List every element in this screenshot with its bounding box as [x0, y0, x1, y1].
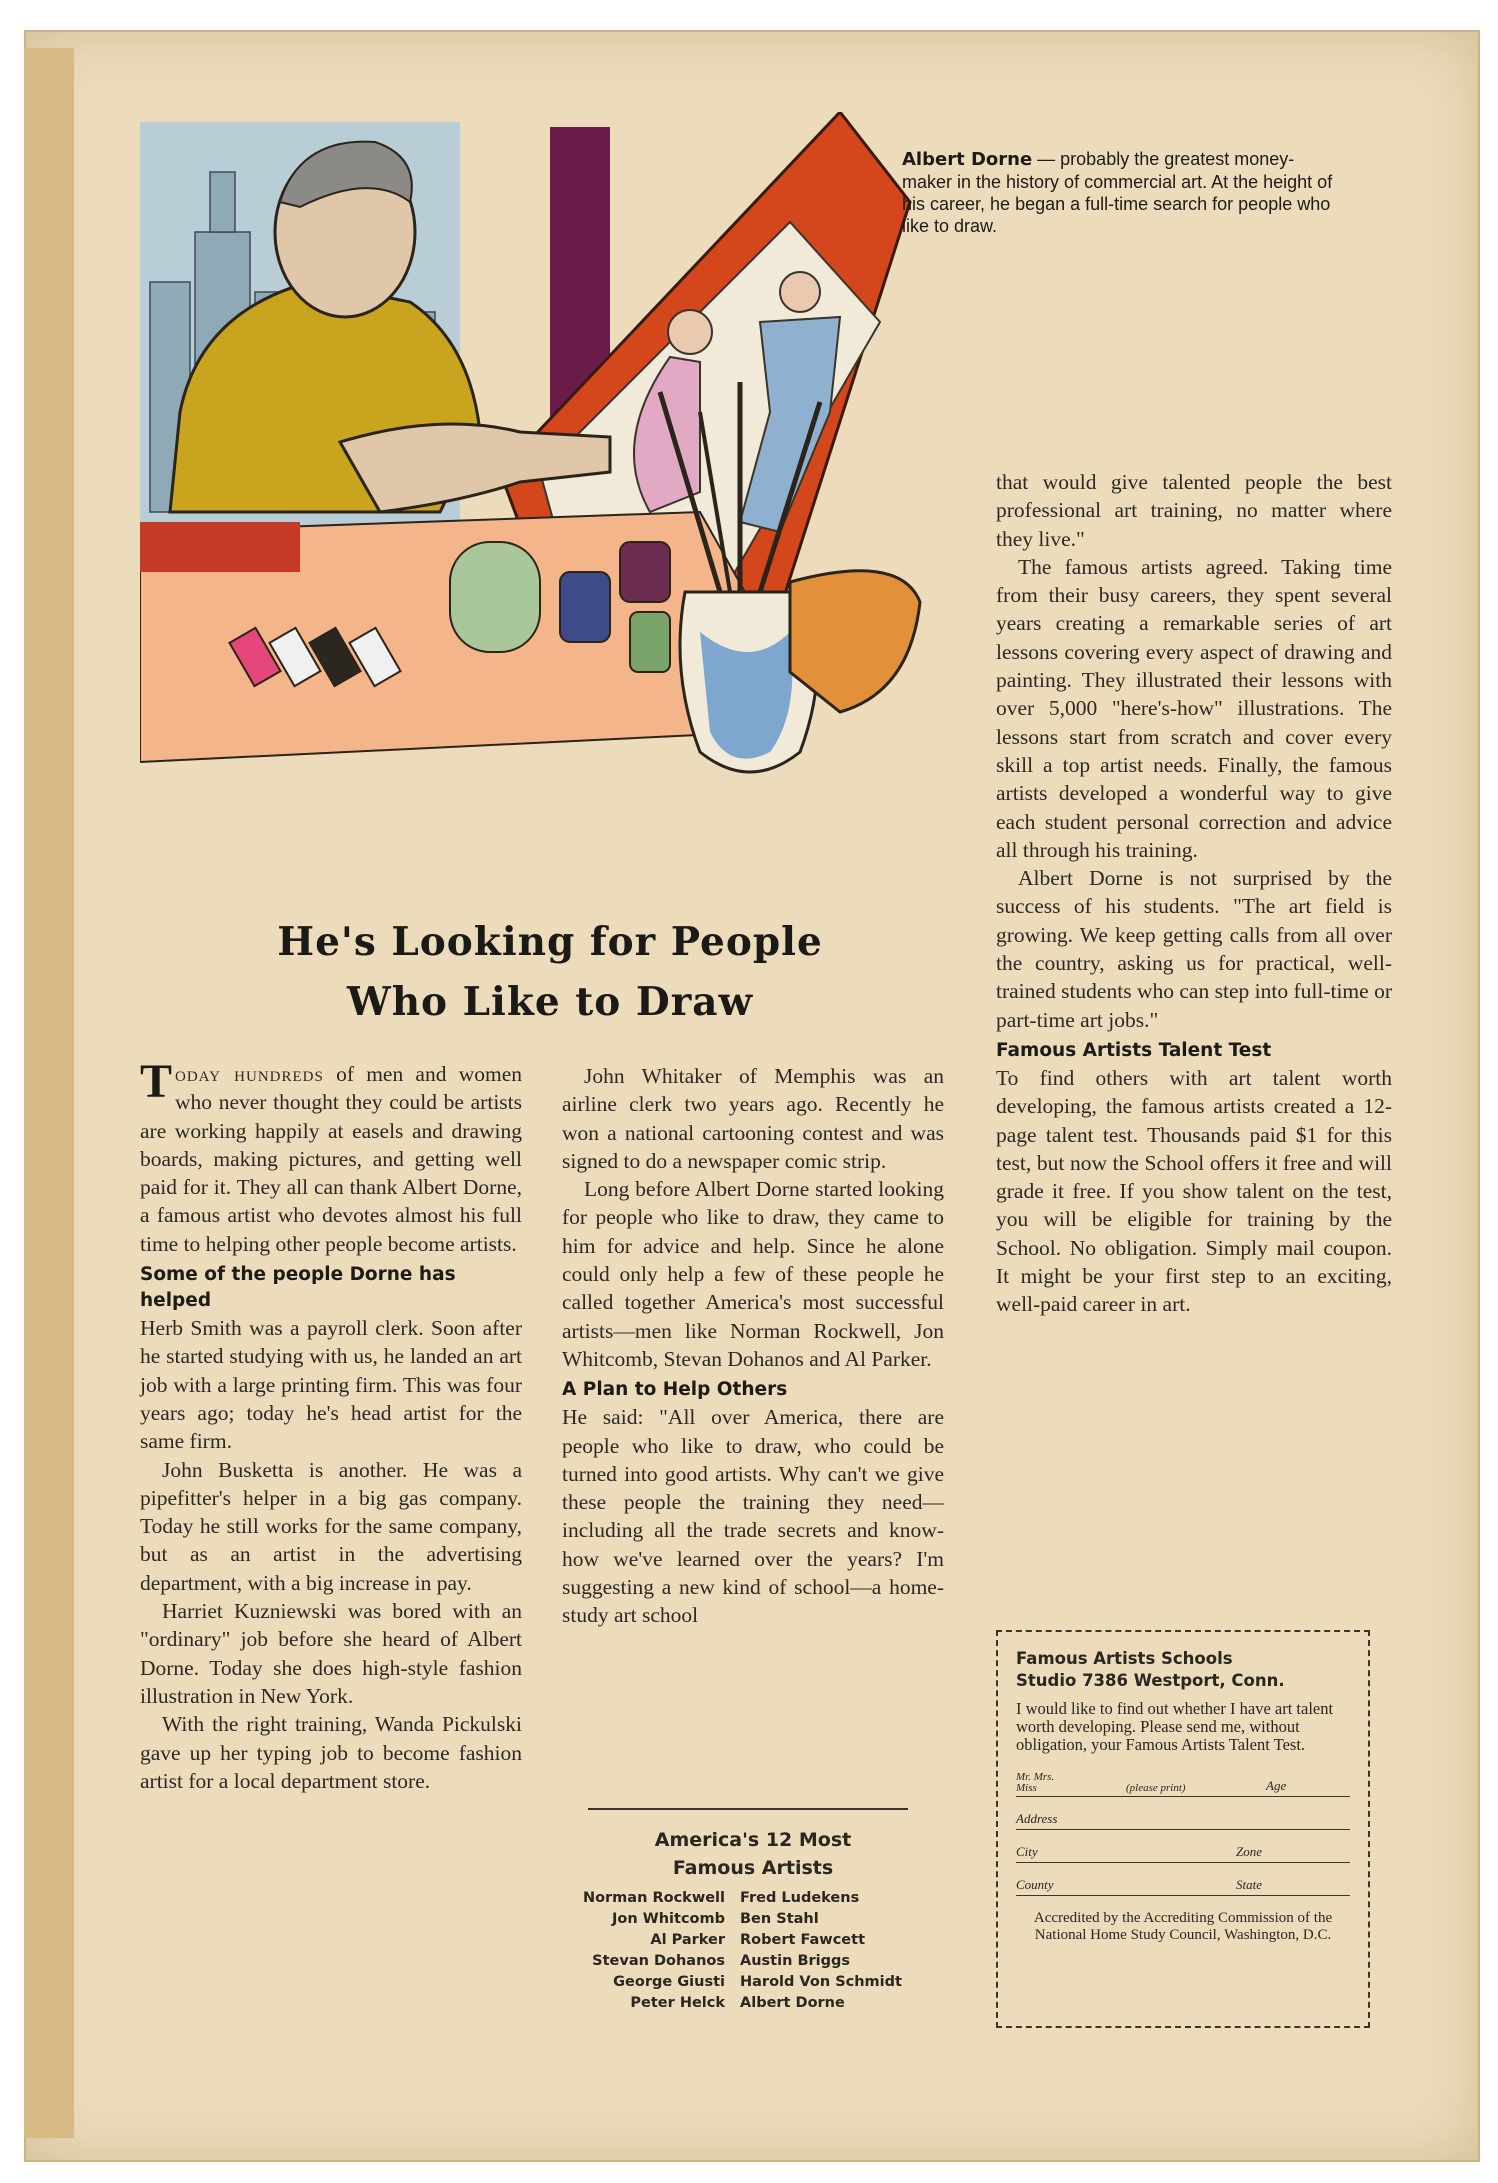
drop-cap: T [140, 1055, 173, 1108]
artists-title-line-2: Famous Artists [672, 1857, 834, 1879]
artists-title-line-1: America's 12 Most [654, 1829, 852, 1851]
paragraph-john-whitaker: John Whitaker of Memphis was an airline clerk two years ago. Recently he won a national cartooning contest and was signed to do a newspaper comic strip. [562, 1064, 944, 1173]
artist-name: Norman Rockwell [582, 1890, 725, 1906]
intro-text: of men and women who never thought they could be artists are working happily at easels and drawing boards, making pictures, and getting well paid for it. They all can thank Albert Dorne, a famous artist who devotes almost his full time to helping other people become artists. [140, 1062, 522, 1256]
coupon-county-field[interactable] [1016, 1869, 1350, 1896]
artist-name: Harold Von Schmidt [740, 1974, 902, 1990]
caption-name: Albert Dorne [902, 149, 1033, 170]
accreditation-note: Accredited by the Accrediting Commission of the National Home Study Council, Washington, D.C. [1033, 1910, 1333, 1943]
paragraph-wanda-pickulski: With the right training, Wanda Pickulski gave up her typing job to become fashion artist for a local department store. [140, 1712, 522, 1793]
chair-back [140, 522, 300, 572]
headline-line-2: Who Like to Draw [346, 979, 754, 1025]
artist-name: Fred Ludekens [740, 1890, 860, 1906]
article-column-1 [140, 1055, 522, 1795]
artist-name: Robert Fawcett [740, 1932, 865, 1948]
artist-name: Austin Briggs [740, 1953, 851, 1969]
artist-name: Al Parker [650, 1932, 725, 1948]
albert-dorne-illustration [140, 112, 985, 902]
print-hint-label: (please print) [1126, 1782, 1186, 1794]
section-heading-helped: Some of the people Dorne has helped [140, 1264, 456, 1312]
coupon-studio-address: Studio 7386 Westport, Conn. [1016, 1671, 1285, 1690]
salutation-label: Mr. Mrs. Miss [1016, 1771, 1055, 1794]
coupon-request-text: I would like to find out whether I have art talent worth developing. Please send me, without obligation, your Famous Artists Talent Test. [1016, 1699, 1334, 1754]
paragraph-he-said: He said: "All over America, there are people who like to draw, who could be turned into good artists. Why can't we give these people the training they need—including all the trade secrets and know-how we've learned over the years? I'm suggesting a new kind of school—a home-study art school [562, 1405, 944, 1628]
paragraph-continuation: that would give talented people the best professional art training, no matter where they live." [996, 470, 1392, 551]
column-divider-rule [588, 1808, 908, 1810]
paragraph-long-before: Long before Albert Dorne started looking for people who like to draw, they came to him for advice and help. Since he alone could only help a few of these people he called together America's most successful artists—men like Norman Rockwell, Jon Whitcomb, Stevan Dohanos and Al Parker. [562, 1177, 944, 1371]
coupon-name-field[interactable] [1016, 1760, 1350, 1797]
age-label: Age [1266, 1778, 1287, 1793]
headline-line-1: He's Looking for People [277, 919, 823, 965]
artist-name: George Giusti [613, 1974, 725, 1990]
artist-name: Stevan Dohanos [592, 1953, 725, 1969]
caption-text: — probably the greatest money-maker in the history of commercial art. At the height of his career, he began a full-time search for people who like to draw. [902, 149, 1333, 236]
mail-coupon[interactable] [996, 1630, 1370, 2028]
artist-name: Albert Dorne [740, 1995, 845, 2011]
artist-name: Ben Stahl [740, 1911, 819, 1927]
paragraph-talent-test: To find others with art talent worth developing, the famous artists created a 12-page talent test. Thousands paid $1 for this test, but now the School offers it free and will grade it free. If you show talent on the test, you will be eligible for training by the School. No obligation. Simply mail coupon. It might be your first step to an exciting, well-paid career in art. [996, 1065, 1392, 1317]
paragraph-herb-smith: Herb Smith was a payroll clerk. Soon after he started studying with us, he landed an art job with a large printing firm. This was four years ago; today he's head artist for the same firm. [140, 1316, 522, 1454]
artist-name: Peter Helck [630, 1995, 725, 2011]
coupon-city-field[interactable] [1016, 1836, 1350, 1863]
section-heading-talent-test: Famous Artists Talent Test [996, 1039, 1272, 1061]
sketch-cowboy-head [780, 272, 820, 312]
section-heading-plan: A Plan to Help Others [562, 1379, 788, 1401]
article-column-3 [996, 468, 1392, 1319]
state-label: State [1236, 1877, 1262, 1892]
coupon-address-field[interactable] [1016, 1803, 1350, 1830]
city-label: City [1016, 1844, 1038, 1859]
illustration-caption [902, 148, 1342, 237]
artists-list-title [562, 1826, 944, 1882]
article-column-2 [562, 1062, 944, 1630]
article-headline [190, 912, 910, 1032]
address-label: Address [1016, 1811, 1058, 1826]
intro-paragraph [140, 1055, 522, 1258]
paragraph-harriet-kuzniewski: Harriet Kuzniewski was bored with an "ordinary" job before she heard of Albert Dorne. Today she does high-style fashion illustration in New York. [140, 1599, 522, 1708]
zone-label: Zone [1236, 1844, 1262, 1859]
county-label: County [1016, 1877, 1054, 1892]
paragraph-john-busketta: John Busketta is another. He was a pipefitter's helper in a big gas company. Today he still works for the same company, but as an artist in the advertising department, with a big increase in pay. [140, 1457, 522, 1595]
intro-lead: oday hundreds [175, 1062, 324, 1086]
coupon-school-name: Famous Artists Schools [1016, 1649, 1233, 1668]
paragraph-artists-agreed: The famous artists agreed. Taking time from their busy careers, they spent several years creating a remarkable series of art lessons covering every aspect of drawing and painting. They illustrated their lessons with over 5,000 "here's-how" illustrations. The lessons start from scratch and cover every skill a top artist needs. Finally, the famous artists developed a wonderful way to give each student personal correction and advice all through his training. [996, 554, 1392, 862]
paragraph-not-surprised: Albert Dorne is not surprised by the success of his students. "The art field is growing. We keep getting calls from all over the country, asking us for practical, well-trained students who can step into full-time or part-time art jobs." [996, 866, 1392, 1032]
cover-spine-edge [24, 48, 74, 2138]
artist-name: Jon Whitcomb [612, 1911, 725, 1927]
sketch-woman-head [668, 310, 712, 354]
